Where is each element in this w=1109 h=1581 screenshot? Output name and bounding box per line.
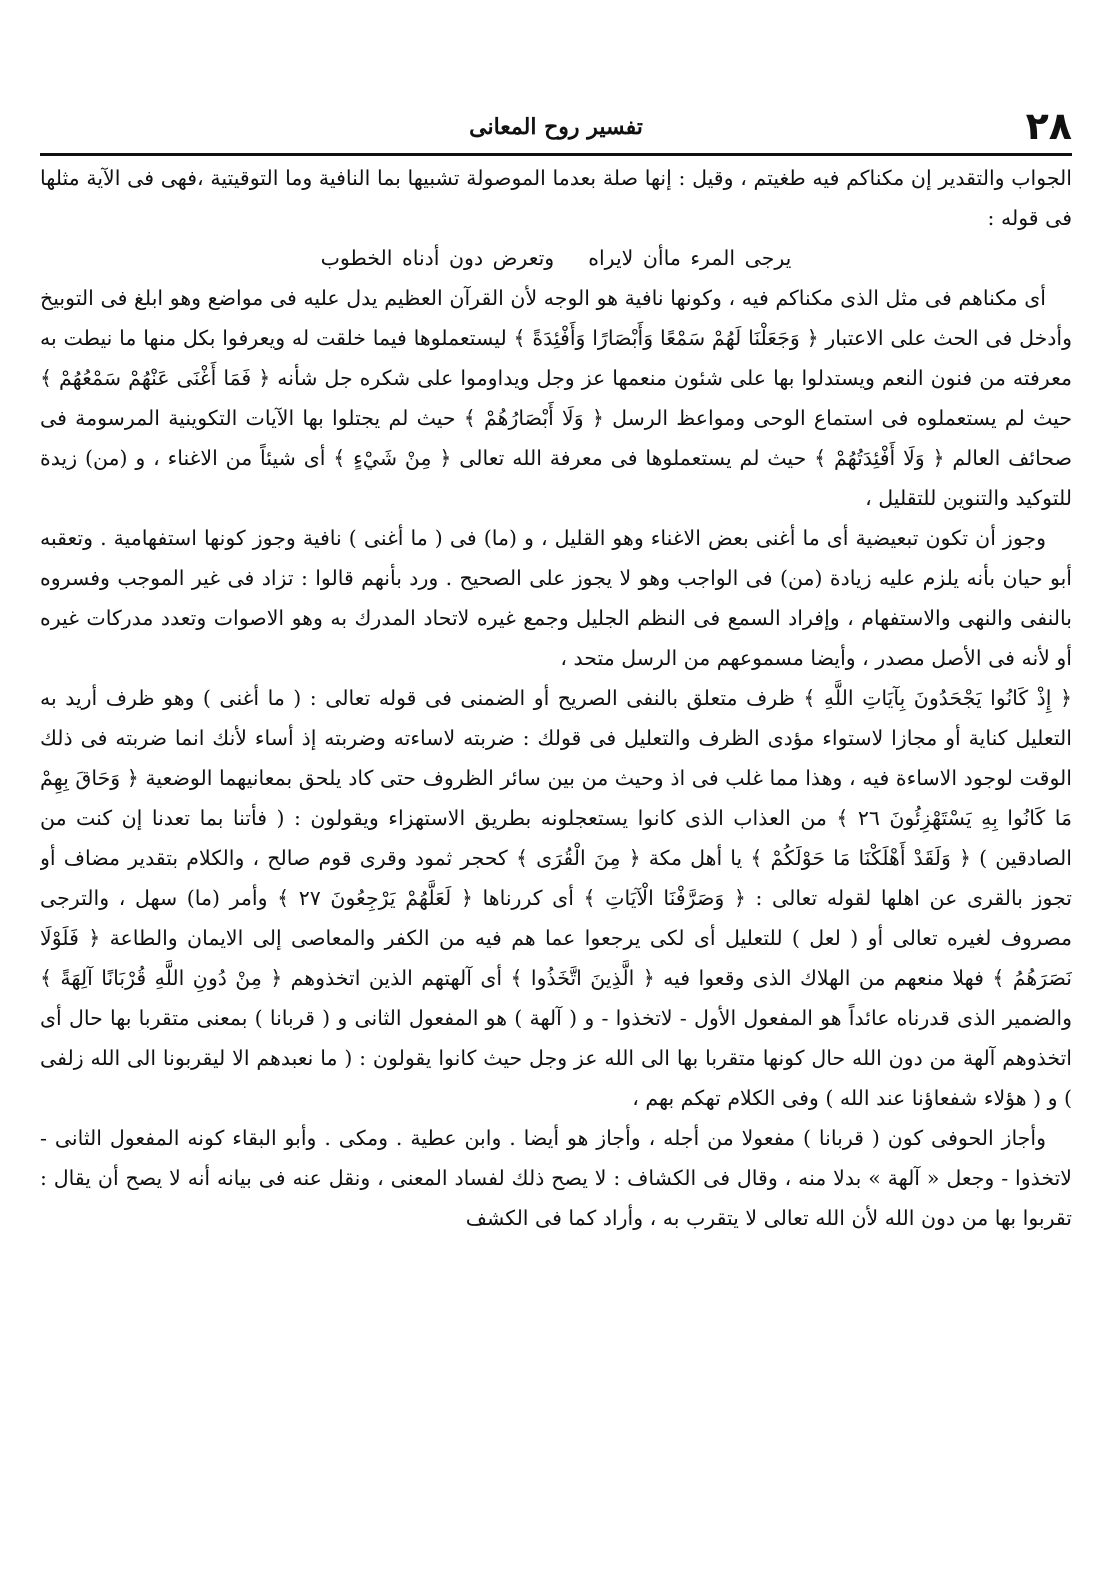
paragraph-4: ﴿ إِذْ كَانُوا يَجْحَدُونَ بِآيَاتِ اللَّهِ ﴾ ظرف متعلق بالنفى الصريح أو الضمنى فى قوله تعالى : ( ما أغنى ) وهو ظرف أريد به التعليل كناية أو مجازا لاستواء مؤدى الظرف والتعليل فى قولك : ضربته لاساءته وضربته إذ أساء لأنك انما ضربته فى ذلك الوقت لوجود الاساءة فيه ، وهذا مما غلب فى اذ وحيث من بين سائر الظروف حتى كاد يلحق بمعانيهما الوضعية ﴿ وَحَاقَ بِهِمْ مَا كَانُوا بِهِ يَسْتَهْزِئُونَ ٢٦ ﴾ من العذاب الذى كانوا يستعجلونه بطريق الاستهزاء ويقولون : ( فأتنا بما تعدنا إن كنت من الصادقين ) ﴿ وَلَقَدْ أَهْلَكْنَا مَا حَوْلَكُمْ ﴾ يا أهل مكة ﴿ مِنَ الْقُرَى ﴾ كحجر ثمود وقرى قوم صالح ، والكلام بتقدير مضاف أو تجوز بالقرى عن اهلها لقوله تعالى : ﴿ وَصَرَّفْنَا الْآيَاتِ ﴾ أى كررناها ﴿ لَعَلَّهُمْ يَرْجِعُونَ ٢٧ ﴾ وأمر (ما) سهل ، والترجى مصروف لغيره تعالى أو ( لعل ) للتعليل أى لكى يرجعوا عما هم فيه من الكفر والمعاصى إلى الايمان والطاعة ﴿ فَلَوْلَا نَصَرَهُمُ ﴾ فهلا منعهم من الهلاك الذى وقعوا فيه ﴿ الَّذِينَ اتَّخَذُوا ﴾ أى آلهتهم الذين اتخذوهم ﴿ مِنْ دُونِ اللَّهِ قُرْبَانًا آلِهَةً ﴾ والضمير الذى قدرناه عائداً هو المفعول الأول - لاتخذوا - و ( آلهة ) هو المفعول الثانى و ( قربانا ) بمعنى متقربا بها حال أى اتخذوهم آلهة من دون الله حال كونها متقربا بها الى الله عز وجل حيث كانوا يقولون : ( ما نعبدهم الا ليقربونا الى الله زلفى ) و ( هؤلاء شفعاؤنا عند الله ) وفى الكلام تهكم بهم ، — [40, 686, 1072, 1110]
paragraph-5: وأجاز الحوفى كون ( قربانا ) مفعولا من أجله ، وأجاز هو أيضا . وابن عطية . ومكى . وأبو البقاء كونه المفعول الثانى - لاتخذوا - وجعل « آلهة » بدلا منه ، وقال فى الكشاف : لا يصح ذلك لفساد المعنى ، ونقل عنه فى بيانه أنه لا يصح أن يقال : تقربوا بها من دون الله لأن الله تعالى لا يتقرب به ، وأراد كما فى الكشف — [40, 1126, 1072, 1230]
paragraph-3: وجوز أن تكون تبعيضية أى ما أغنى بعض الاغناء وهو القليل ، و (ما) فى ( ما أغنى ) نافية وجوز كونها استفهامية . وتعقبه أبو حيان بأنه يلزم عليه زيادة (من) فى الواجب وهو لا يجوز على الصحيح . ورد بأنهم قالوا : تزاد فى غير الموجب وفسروه بالنفى والنهى والاستفهام ، وإفراد السمع فى النظم الجليل وجمع غيره لاتحاد المدرك به وهو الاصوات وتعدد مدركات غيره أو لأنه فى الأصل مصدر ، وأيضا مسموعهم من الرسل متحد ، — [40, 526, 1072, 670]
running-title: تفسير روح المعانى — [469, 114, 643, 140]
poetry-verse — [40, 238, 1072, 278]
verse-first-half: يرجى المرء ماأن لايراه — [588, 246, 792, 270]
header-rule — [40, 153, 1072, 156]
page-header — [40, 102, 1072, 154]
verse-second-half: وتعرض دون أدناه الخطوب — [320, 246, 555, 270]
paragraph-1: الجواب والتقدير إن مكناكم فيه طغيتم ، وقيل : إنها صلة بعدما الموصولة تشبيها بما النافية وما التوقيتية ،فهى فى الآية مثلها فى قوله : — [40, 166, 1072, 230]
page-body — [40, 158, 1072, 1568]
page-number: ٢٨ — [1025, 104, 1072, 148]
paragraph-2: أى مكناهم فى مثل الذى مكناكم فيه ، وكونها نافية هو الوجه لأن القرآن العظيم يدل عليه فى مواضع وهو ابلغ فى التوبيخ وأدخل فى الحث على الاعتبار ﴿ وَجَعَلْنَا لَهُمْ سَمْعًا وَأَبْصَارًا وَأَفْئِدَةً ﴾ ليستعملوها فيما خلقت له ويعرفوا بكل منها ما نيطت به معرفته من فنون النعم ويستدلوا بها على شئون منعمها عز وجل ويداوموا على شكره جل شأنه ﴿ فَمَا أَغْنَى عَنْهُمْ سَمْعُهُمْ ﴾ حيث لم يستعملوه فى استماع الوحى ومواعظ الرسل ﴿ وَلَا أَبْصَارُهُمْ ﴾ حيث لم يجتلوا بها الآيات التكوينية المرسومة فى صحائف العالم ﴿ وَلَا أَفْئِدَتُهُمْ ﴾ حيث لم يستعملوها فى معرفة الله تعالى ﴿ مِنْ شَيْءٍ ﴾ أى شيئاً من الاغناء ، و (من) زيدة للتوكيد والتنوين للتقليل ، — [40, 286, 1072, 510]
